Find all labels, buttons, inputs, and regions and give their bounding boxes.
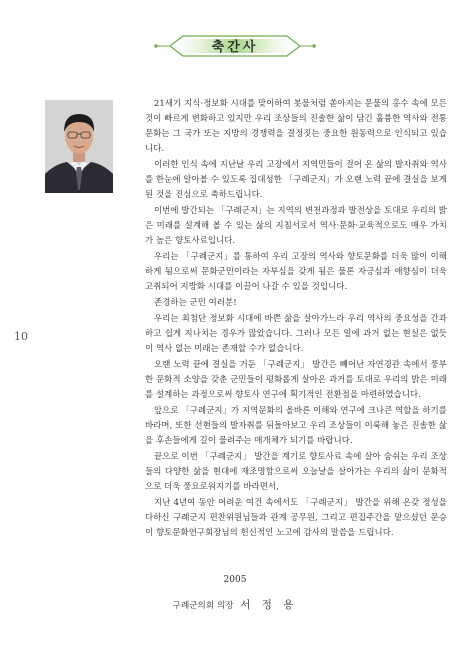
signature-line [0,597,470,612]
page-number: 10 [14,330,28,343]
paragraph: 끝으로 이번 「구례군지」 발간을 계기로 향토사료 속에 살아 숨쉬는 우리 조상들의 다양한 삶을 현대에 재조명함으로써 오늘날을 살아가는 우리의 삶이 문화적으로 더욱 풍요로워지기를 바라면서, [145,451,447,491]
paragraph: 지난 4년여 동안 어려운 여건 속에서도 「구례군지」 발간을 위해 온갖 정성을 다하신 구례군지 편찬위원님들과 관계 공무원, 그리고 편집주간을 맡으셨던 문승이 향토문화연구회장님의 헌신적인 노고에 감사의 말씀을 드립니다. [145,497,447,537]
author-portrait [45,100,113,193]
signature-year: 2005 [223,575,247,585]
page-title: 축간사 [211,40,259,55]
message-body [145,96,447,541]
portrait-image [45,100,113,193]
paragraph: 앞으로 「구례군지」가 지역문화의 올바른 이해와 연구에 크나큰 역할을 하기를 바라며, 또한 선현들의 발자취를 뒤돌아보고 우리 조상들이 이룩해 놓은 진솔한 삶을 후손들에게 길이 물려주는 매개체가 되기를 바랍니다. [145,405,447,445]
paragraph: 우리는 「구례군지」를 통하여 우리 고장의 역사와 향토문화를 더욱 많이 이해하게 됨으로써 문화군민이라는 자부심을 갖게 됨은 물론 자긍심과 애향심이 더욱 고취되어 지방화 시대를 이끌어 나갈 수 있을 것입니다. [145,251,447,291]
title-banner [0,30,470,60]
paragraph: 21세기 지식·정보화 시대를 맞이하여 봇물처럼 쏟아지는 문물의 홍수 속에 모든 것이 빠르게 변화하고 있지만 우리 조상들의 진솔한 삶이 담긴 훌륭한 역사와 전통문화는 그 국가 또는 지방의 경쟁력을 결정짓는 중요한 원동력으로 인식되고 있습니다. [145,98,447,153]
paragraph: 이러한 인식 속에 지난날 우리 고장에서 지역민들이 걸어 온 삶의 발자취와 역사를 한눈에 알아볼 수 있도록 집대성한 「구례군지」가 오랜 노력 끝에 결실을 보게 된 것을 진심으로 축하드립니다. [145,159,447,199]
signature-name: 서 정 용 [240,599,298,611]
paragraph: 오랜 노력 끝에 결실을 거둔 「구례군지」 발간은 빼어난 자연경관 속에서 풍부한 문화적 소양을 갖춘 군민들이 평화롭게 살아온 과거를 토대로 우리의 밝은 미래를 설계하는 과정으로써 향토사 연구에 획기적인 전환점을 마련하였습니다. [145,359,447,399]
paragraph: 이번에 발간되는 「구례군지」는 지역의 변천과정과 발전상을 토대로 우리의 밝은 미래를 설계해 볼 수 있는 삶의 지침서로서 역사·문화·교육적으로도 매우 가치가 높은 향토사료입니다. [145,205,447,245]
paragraph: 존경하는 군민 여러분! [154,297,237,307]
paragraph: 우리는 최첨단 정보화 시대에 바쁜 삶을 살아가느라 우리 역사의 중요성을 간과하고 쉽게 지나치는 경우가 많았습니다. 그러나 모든 일에 과거 없는 현실은 없듯이 역사 없는 미래는 존재할 수가 없습니다. [145,313,447,353]
signature-position: 구례군의회 의장 [172,601,234,611]
